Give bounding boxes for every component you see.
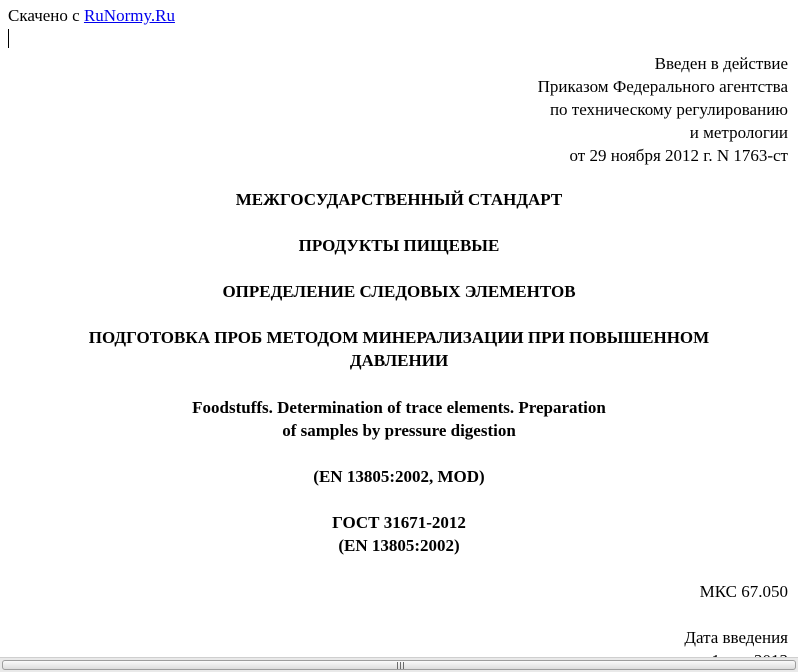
text-cursor bbox=[8, 29, 9, 48]
approval-block bbox=[538, 52, 788, 167]
gost-number: ГОСТ 31671-2012 bbox=[332, 513, 466, 532]
method-line: ДАВЛЕНИИ bbox=[349, 351, 449, 370]
english-title bbox=[0, 396, 798, 442]
subject-heading bbox=[0, 280, 798, 303]
method-line: ПОДГОТОВКА ПРОБ МЕТОДОМ МИНЕРАЛИЗАЦИИ ПРИ ПОВЫШЕННОМ bbox=[88, 328, 710, 347]
grip-icon bbox=[396, 662, 406, 669]
en-mod-text: (EN 13805:2002, MOD) bbox=[313, 467, 485, 486]
intro-date-label: Дата введения bbox=[684, 628, 788, 647]
subject-text: ОПРЕДЕЛЕНИЕ СЛЕДОВЫХ ЭЛЕМЕНТОВ bbox=[222, 282, 576, 301]
english-title-line: of samples by pressure digestion bbox=[282, 421, 516, 440]
product-heading bbox=[0, 234, 798, 257]
approval-line: по техническому регулированию bbox=[549, 100, 788, 119]
approval-line: Приказом Федерального агентства bbox=[537, 77, 788, 96]
source-line bbox=[8, 6, 175, 26]
english-title-line: Foodstuffs. Determination of trace elements. Preparation bbox=[192, 398, 606, 417]
scrollbar-thumb[interactable] bbox=[2, 660, 796, 670]
standard-type-text: МЕЖГОСУДАРСТВЕННЫЙ СТАНДАРТ bbox=[235, 190, 563, 209]
runormy-link[interactable]: RuNormy.Ru bbox=[83, 6, 175, 25]
method-heading bbox=[0, 326, 798, 372]
source-prefix: Скачено с bbox=[8, 6, 84, 25]
horizontal-scrollbar[interactable] bbox=[0, 657, 798, 672]
product-text: ПРОДУКТЫ ПИЩЕВЫЕ bbox=[298, 236, 500, 255]
approval-line: от 29 ноября 2012 г. N 1763-ст bbox=[569, 146, 788, 165]
approval-line: Введен в действие bbox=[654, 54, 788, 73]
gost-designation bbox=[0, 511, 798, 557]
approval-line: и метрологии bbox=[689, 123, 788, 142]
en-reference: (EN 13805:2002) bbox=[338, 536, 460, 555]
en-mod-reference bbox=[0, 465, 798, 488]
mks-code: МКС 67.050 bbox=[699, 582, 788, 601]
standard-type-heading bbox=[0, 188, 798, 211]
